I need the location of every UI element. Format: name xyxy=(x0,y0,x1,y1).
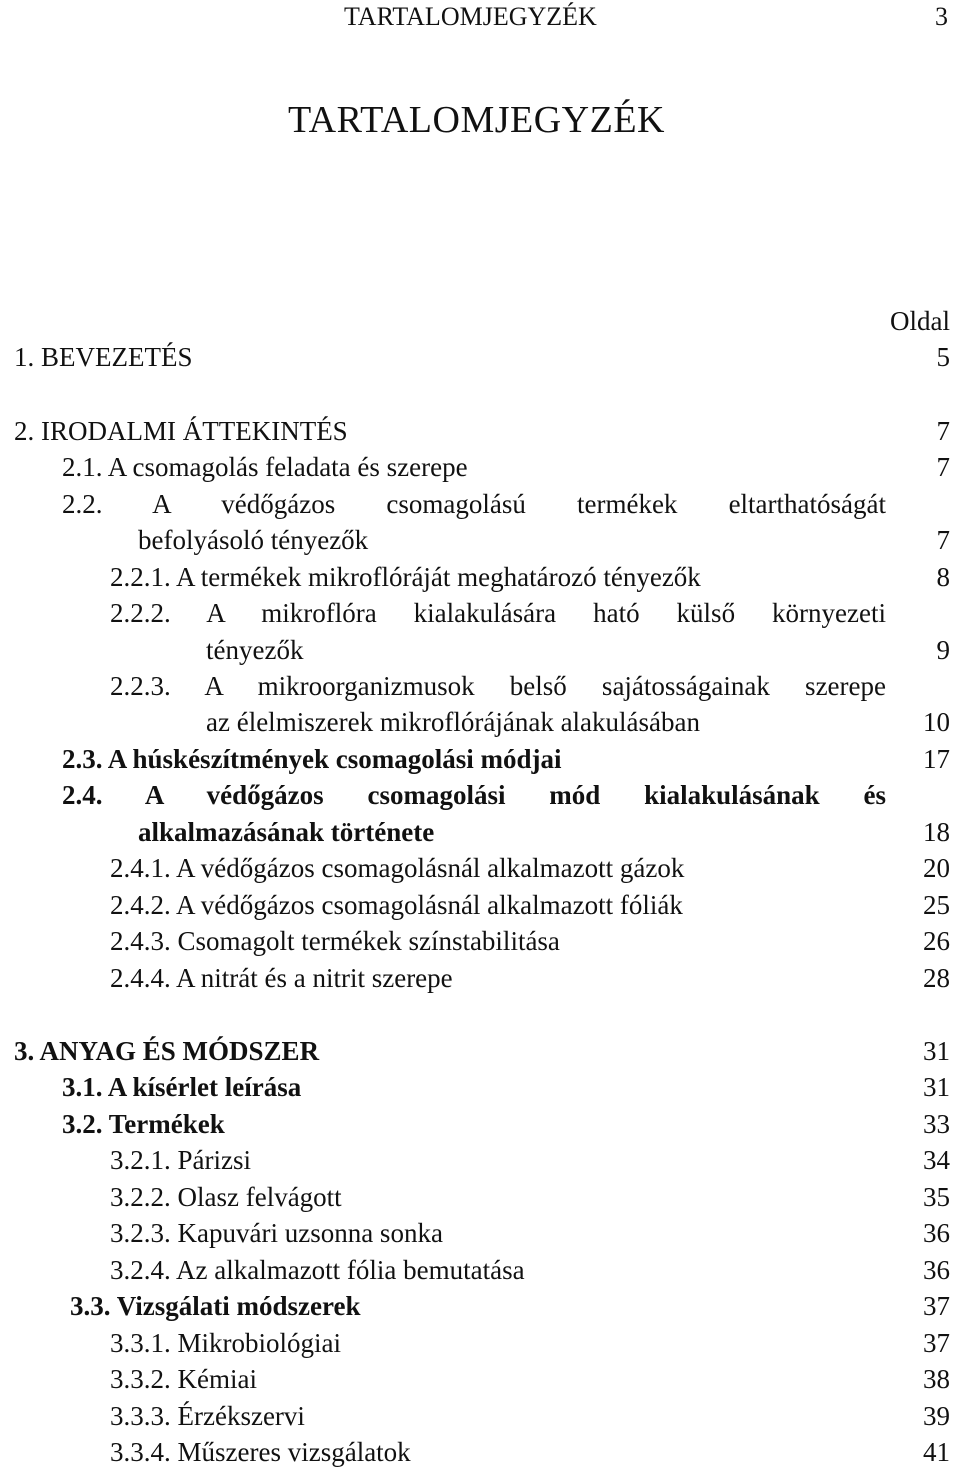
toc-entry-text: az élelmiszerek mikroflórájának alakulásában xyxy=(206,707,701,737)
toc-entry[interactable] xyxy=(0,924,960,958)
toc-entry[interactable] xyxy=(0,414,960,448)
toc-entry[interactable] xyxy=(110,669,886,703)
toc-entry[interactable] xyxy=(62,778,886,812)
toc-entry-text: 3.3.2. Kémiai xyxy=(110,1364,257,1394)
toc-entry-text: 2.4.1. A védőgázos csomagolásnál alkalmazott gázok xyxy=(110,853,685,883)
toc-entry-text: 2.1. A csomagolás feladata és szerepe xyxy=(62,452,468,482)
toc-entry-page: 7 xyxy=(936,416,950,446)
toc-entry-page: 35 xyxy=(923,1182,950,1212)
toc-entry-text: 2.2.2. A mikroflóra kialakulására ható külső környezeti xyxy=(110,598,886,628)
toc-entry[interactable] xyxy=(0,961,960,995)
toc-entry[interactable] xyxy=(0,1216,960,1250)
toc-entry-text: 2.2.3. A mikroorganizmusok belső sajátosságainak szerepe xyxy=(110,671,886,701)
toc-entry-page: 25 xyxy=(923,890,950,920)
toc-entry[interactable] xyxy=(0,1435,960,1469)
toc-entry-text: tényezők xyxy=(206,635,304,665)
toc-entry-continuation[interactable] xyxy=(0,815,960,849)
toc-entry-text: 2.3. A húskészítmények csomagolási módjai xyxy=(62,744,562,774)
toc-entry-page: 36 xyxy=(923,1255,950,1285)
toc-entry[interactable] xyxy=(0,742,960,776)
toc-entry-text: 3.3.3. Érzékszervi xyxy=(110,1401,305,1431)
toc-entry-page: 26 xyxy=(923,926,950,956)
toc-entry-page: 31 xyxy=(923,1072,950,1102)
toc-entry[interactable] xyxy=(0,1289,960,1323)
toc-entry[interactable] xyxy=(0,560,960,594)
toc-entry[interactable] xyxy=(62,487,886,521)
toc-entry-page: 41 xyxy=(923,1437,950,1467)
toc-entry-text: 3.2.3. Kapuvári uzsonna sonka xyxy=(110,1218,443,1248)
toc-entry-page: 38 xyxy=(923,1364,950,1394)
toc-entry[interactable] xyxy=(0,1143,960,1177)
toc-entry-text: 3.2.1. Párizsi xyxy=(110,1145,251,1175)
toc-entry-text: 2. IRODALMI ÁTTEKINTÉS xyxy=(14,416,348,446)
toc-entry-page: 31 xyxy=(923,1036,950,1066)
toc-entry[interactable] xyxy=(0,1034,960,1068)
toc-entry-page: 36 xyxy=(923,1218,950,1248)
toc-entry-text: 2.4. A védőgázos csomagolási mód kialakulásának és xyxy=(62,780,886,810)
toc-entry-page: 7 xyxy=(936,525,950,555)
toc-entry-page: 5 xyxy=(936,342,950,372)
toc-entry-page: 9 xyxy=(936,635,950,665)
toc-entry[interactable] xyxy=(0,1362,960,1396)
toc-entry[interactable] xyxy=(0,1253,960,1287)
toc-entry-text: 3.2.2. Olasz felvágott xyxy=(110,1182,342,1212)
toc-entry-text: 2.4.3. Csomagolt termékek színstabilitása xyxy=(110,926,560,956)
toc-entry[interactable] xyxy=(0,1107,960,1141)
toc-entry-text: 2.2.1. A termékek mikroflóráját meghatározó tényezők xyxy=(110,562,701,592)
toc-entry-text: 3.2.4. Az alkalmazott fólia bemutatása xyxy=(110,1255,525,1285)
toc-entry[interactable] xyxy=(0,1326,960,1360)
toc-entry-text: 2.2. A védőgázos csomagolású termékek eltarthatóságát xyxy=(62,489,886,519)
toc-entry-page: 28 xyxy=(923,963,950,993)
toc-entry-text: 3.1. A kísérlet leírása xyxy=(62,1072,302,1102)
toc-entry[interactable] xyxy=(0,888,960,922)
toc-entry-page: 34 xyxy=(923,1145,950,1175)
toc-entry-text: 2.4.4. A nitrát és a nitrit szerepe xyxy=(110,963,453,993)
page-number: 3 xyxy=(935,2,948,31)
toc-entry-page: 10 xyxy=(923,707,950,737)
page-column-label: Oldal xyxy=(890,306,950,336)
toc-entry[interactable] xyxy=(110,596,886,630)
toc-entry-page: 33 xyxy=(923,1109,950,1139)
toc-entry-continuation[interactable] xyxy=(0,705,960,739)
toc-entry-page: 18 xyxy=(923,817,950,847)
toc-entry-continuation[interactable] xyxy=(0,633,960,667)
page-title: TARTALOMJEGYZÉK xyxy=(288,99,665,141)
toc-entry-page: 17 xyxy=(923,744,950,774)
toc-entry-text: 3.2. Termékek xyxy=(62,1109,225,1139)
toc-entry[interactable] xyxy=(0,851,960,885)
toc-entry-text: 2.4.2. A védőgázos csomagolásnál alkalmazott fóliák xyxy=(110,890,683,920)
running-header-title: TARTALOMJEGYZÉK xyxy=(344,2,597,31)
toc-entry-page: 37 xyxy=(923,1291,950,1321)
toc-entry-text: befolyásoló tényezők xyxy=(138,525,369,555)
toc-entry-page: 39 xyxy=(923,1401,950,1431)
toc-entry-text: 1. BEVEZETÉS xyxy=(14,342,193,372)
toc-entry-page: 7 xyxy=(936,452,950,482)
toc-entry[interactable] xyxy=(0,1399,960,1433)
toc-entry-page: 20 xyxy=(923,853,950,883)
toc-entry-text: 3.3.4. Műszeres vizsgálatok xyxy=(110,1437,411,1467)
toc-entry[interactable] xyxy=(0,1180,960,1214)
toc-entry-page: 37 xyxy=(923,1328,950,1358)
toc-entry-continuation[interactable] xyxy=(0,523,960,557)
toc-entry-text: 3.3.1. Mikrobiológiai xyxy=(110,1328,341,1358)
toc-entry-text: alkalmazásának története xyxy=(138,817,435,847)
toc-entry-text: 3.3. Vizsgálati módszerek xyxy=(70,1291,361,1321)
toc-entry[interactable] xyxy=(0,340,960,374)
toc-entry[interactable] xyxy=(0,1070,960,1104)
toc-entry[interactable] xyxy=(0,450,960,484)
toc-entry-text: 3. ANYAG ÉS MÓDSZER xyxy=(14,1036,320,1066)
toc-entry-page: 8 xyxy=(936,562,950,592)
